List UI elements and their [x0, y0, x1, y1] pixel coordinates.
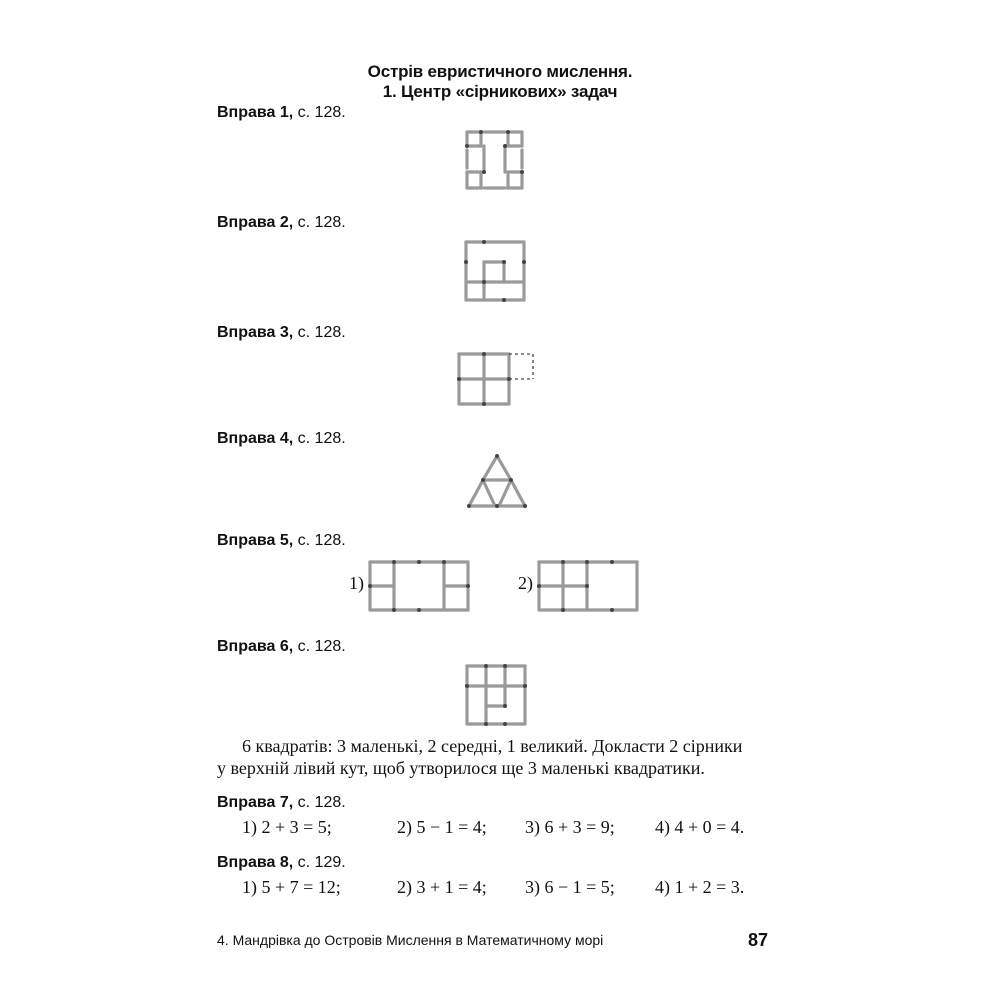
exercise-4-label: Вправа 4, с. 128. — [217, 430, 346, 447]
exercise-5-figure-1-label: 1) — [349, 573, 364, 593]
exercise-8-answer-2: 2) 3 + 1 = 4; — [397, 877, 487, 897]
exercise-7-answer-1: 1) 2 + 3 = 5; — [242, 817, 332, 837]
exercise-7-answer-2: 2) 5 − 1 = 4; — [397, 817, 487, 837]
exercise-6-text-line-1: 6 квадратів: 3 маленькі, 2 середні, 1 великий. Докласти 2 сірники — [242, 736, 743, 756]
exercise-5-figure-1 — [366, 558, 472, 614]
exercise-6-label: Вправа 6, с. 128. — [217, 638, 346, 655]
exercise-8-label: Вправа 8, с. 129. — [217, 854, 346, 871]
exercise-6-text-line-2: у верхній лівий кут, щоб утворилося ще 3 маленькі квадратики. — [217, 758, 705, 778]
exercise-7-answer-4: 4) 4 + 0 = 4. — [655, 817, 745, 837]
exercise-1-label: Вправа 1, с. 128. — [217, 104, 346, 121]
exercise-2-figure — [460, 238, 532, 306]
exercise-5-figure-2-label: 2) — [518, 573, 533, 593]
exercise-2-label: Вправа 2, с. 128. — [217, 214, 346, 231]
exercise-7-answer-3: 3) 6 + 3 = 9; — [525, 817, 615, 837]
exercise-8-answer-1: 1) 5 + 7 = 12; — [242, 877, 341, 897]
section-title: Острів евристичного мислення. — [367, 62, 633, 81]
exercise-3-label: Вправа 3, с. 128. — [217, 324, 346, 341]
exercise-6-figure — [461, 662, 533, 730]
exercise-8-answer-4: 4) 1 + 2 = 3. — [655, 877, 745, 897]
section-subtitle: 1. Центр «сірникових» задач — [382, 82, 618, 101]
exercise-4-figure — [462, 452, 532, 514]
exercise-8-answer-3: 3) 6 − 1 = 5; — [525, 877, 615, 897]
exercise-5-figure-2 — [535, 558, 641, 614]
exercise-7-label: Вправа 7, с. 128. — [217, 794, 346, 811]
exercise-1-figure — [462, 128, 532, 194]
footer-chapter-title: 4. Мандрівка до Островів Мислення в Математичному морі — [217, 932, 604, 948]
exercise-5-label: Вправа 5, с. 128. — [217, 532, 346, 549]
exercise-3-figure — [455, 350, 537, 408]
page-number: 87 — [748, 930, 769, 950]
